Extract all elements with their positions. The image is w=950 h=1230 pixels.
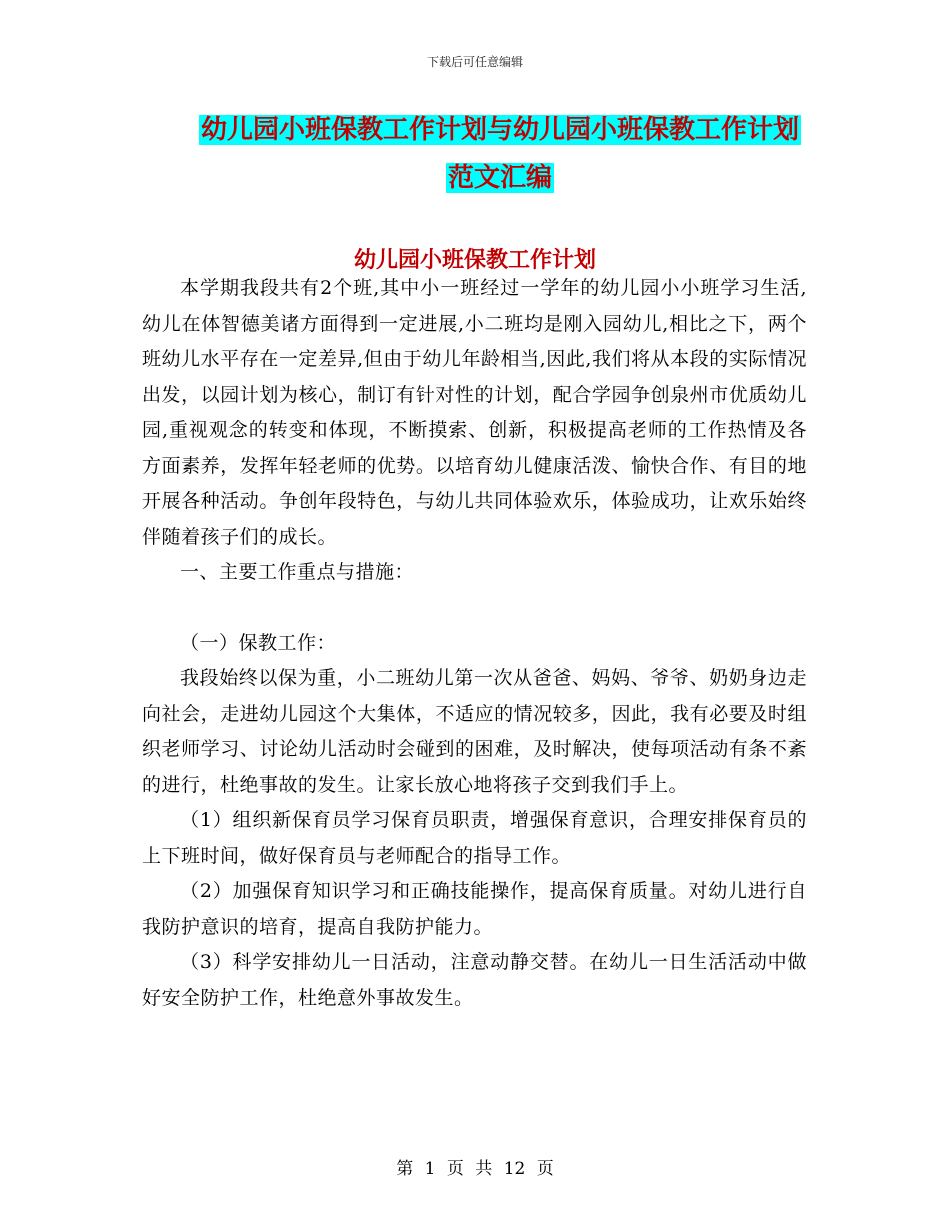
- list-item-3: （3）科学安排幼儿一日活动，注意动静交替。在幼儿一日生活活动中做好安全防护工作，杜绝意外事故发生。: [142, 951, 807, 1009]
- list-item-2: （2）加强保育知识学习和正确技能操作，提高保育质量。对幼儿进行自我防护意识的培育，提高自我防护能力。: [142, 880, 807, 938]
- heading-main-points: 一、主要工作重点与措施：: [180, 561, 415, 583]
- paragraph-intro: 本学期我段共有2个班,其中小一班经过一学年的幼儿园小小班学习生活,幼儿在体智德美诸方面得到一定进展,小二班均是刚入园幼儿,相比之下，两个班幼儿水平存在一定差异,但由于幼儿年龄相当,因此,我们将从本段的实际情况出发，以园计划为核心，制订有针对性的计划，配合学园争创泉州市优质幼儿园,重视观念的转变和体现，不断摸索、创新，积极提高老师的工作热情及各方面素养，发挥年轻老师的优势。以培育幼儿健康活泼、愉快合作、有目的地开展各种活动。争创年段特色，与幼儿共同体验欢乐，体验成功，让欢乐始终伴随着孩子们的成长。: [142, 277, 807, 548]
- section-title: 幼儿园小班保教工作计划: [353, 248, 596, 273]
- title-line-2: 范文汇编: [447, 163, 552, 193]
- document-body: [142, 271, 807, 1016]
- paragraph-care-focus: 我段始终以保为重，小二班幼儿第一次从爸爸、妈妈、爷爷、奶奶身边走向社会，走进幼儿园这个大集体，不适应的情况较多，因此，我有必要及时组织老师学习、讨论幼儿活动时会碰到的困难，及时解决，使每项活动有条不紊的进行，杜绝事故的发生。让家长放心地将孩子交到我们手上。: [142, 667, 807, 796]
- page-footer: 第 1 页 共 12 页: [396, 1159, 554, 1179]
- header-note: 下载后可任意编辑: [426, 55, 523, 69]
- heading-care-education: （一）保教工作：: [180, 631, 337, 654]
- list-item-1: （1）组织新保育员学习保育员职责，增强保育意识，合理安排保育员的上下班时间，做好保育员与老师配合的指导工作。: [142, 809, 807, 867]
- document-title: [150, 106, 850, 202]
- title-line-1: 幼儿园小班保教工作计划与幼儿园小班保教工作计划: [200, 115, 799, 145]
